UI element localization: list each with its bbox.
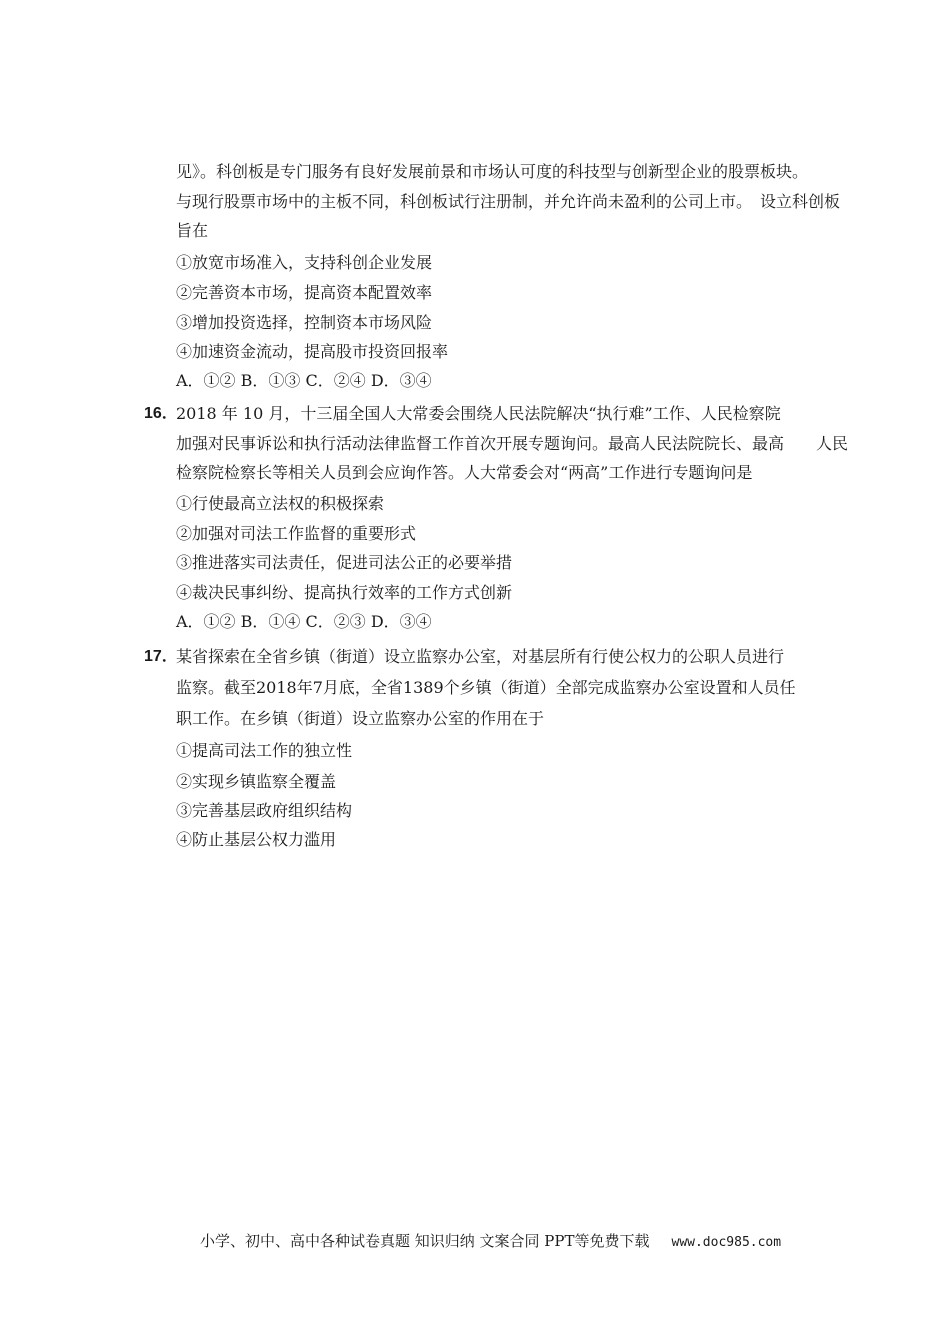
q17-option-4: ④防止基层公权力滥用 xyxy=(176,830,337,849)
q16-number: 16． xyxy=(144,405,178,422)
q16-answer-choices: A．①② B．①④ C．②③ D．③④ xyxy=(176,612,432,631)
q16-option-2: ②加强对司法工作监督的重要形式 xyxy=(176,524,417,543)
q17-option-2: ②实现乡镇监察全覆盖 xyxy=(176,772,337,791)
q15-stem-line-1: 见》。科创板是专门服务有良好发展前景和市场认可度的科技型与创新型企业的股票板块。 xyxy=(176,162,809,181)
q17-option-1: ①提高司法工作的独立性 xyxy=(176,741,353,760)
q15-answer-choices: A．①② B．①③ C．②④ D．③④ xyxy=(176,371,432,390)
q16-stem-line-3: 检察院检察长等相关人员到会应询作答。人大常委会对“两高”工作进行专题询问是 xyxy=(176,463,753,482)
page-footer xyxy=(200,1231,781,1253)
footer-text: 小学、初中、高中各种试卷真题 知识归纳 文案合同 PPT等免费下载 xyxy=(200,1232,650,1250)
q16-option-1: ①行使最高立法权的积极探索 xyxy=(176,494,385,513)
q15-stem-line-3: 旨在 xyxy=(176,221,209,240)
q17-option-3: ③完善基层政府组织结构 xyxy=(176,801,353,820)
q16-stem-line-1: 2018 年 10 月，十三届全国人大常委会围绕人民法院解决“执行难”工作、人民检察院 xyxy=(176,404,781,423)
q15-stem-line-2: 与现行股票市场中的主板不同，科创板试行注册制，并允许尚未盈利的公司上市。 设立科创板 xyxy=(176,192,841,211)
q17-number: 17． xyxy=(144,648,178,665)
q15-option-3: ③增加投资选择，控制资本市场风险 xyxy=(176,313,433,332)
q17-stem-line-1: 某省探索在全省乡镇（街道）设立监察办公室，对基层所有行使公权力的公职人员进行 xyxy=(176,647,785,666)
q16-option-4: ④裁决民事纠纷、提高执行效率的工作方式创新 xyxy=(176,583,513,602)
q15-option-1: ①放宽市场准入，支持科创企业发展 xyxy=(176,253,433,272)
q17-stem-line-3: 职工作。在乡镇（街道）设立监察办公室的作用在于 xyxy=(176,709,545,728)
q15-option-2: ②完善资本市场，提高资本配置效率 xyxy=(176,283,433,302)
q16-stem-line-2: 加强对民事诉讼和执行活动法律监督工作首次开展专题询问。最高人民法院院长、最高 人民 xyxy=(176,434,849,453)
q17-stem-line-2: 监察。截至2018年7月底，全省1389个乡镇（街道）全部完成监察办公室设置和人员任 xyxy=(176,678,796,697)
q15-option-4: ④加速资金流动，提高股市投资回报率 xyxy=(176,342,449,361)
q16-option-3: ③推进落实司法责任，促进司法公正的必要举措 xyxy=(176,553,513,572)
footer-url-link[interactable]: www.doc985.com xyxy=(671,1235,782,1250)
